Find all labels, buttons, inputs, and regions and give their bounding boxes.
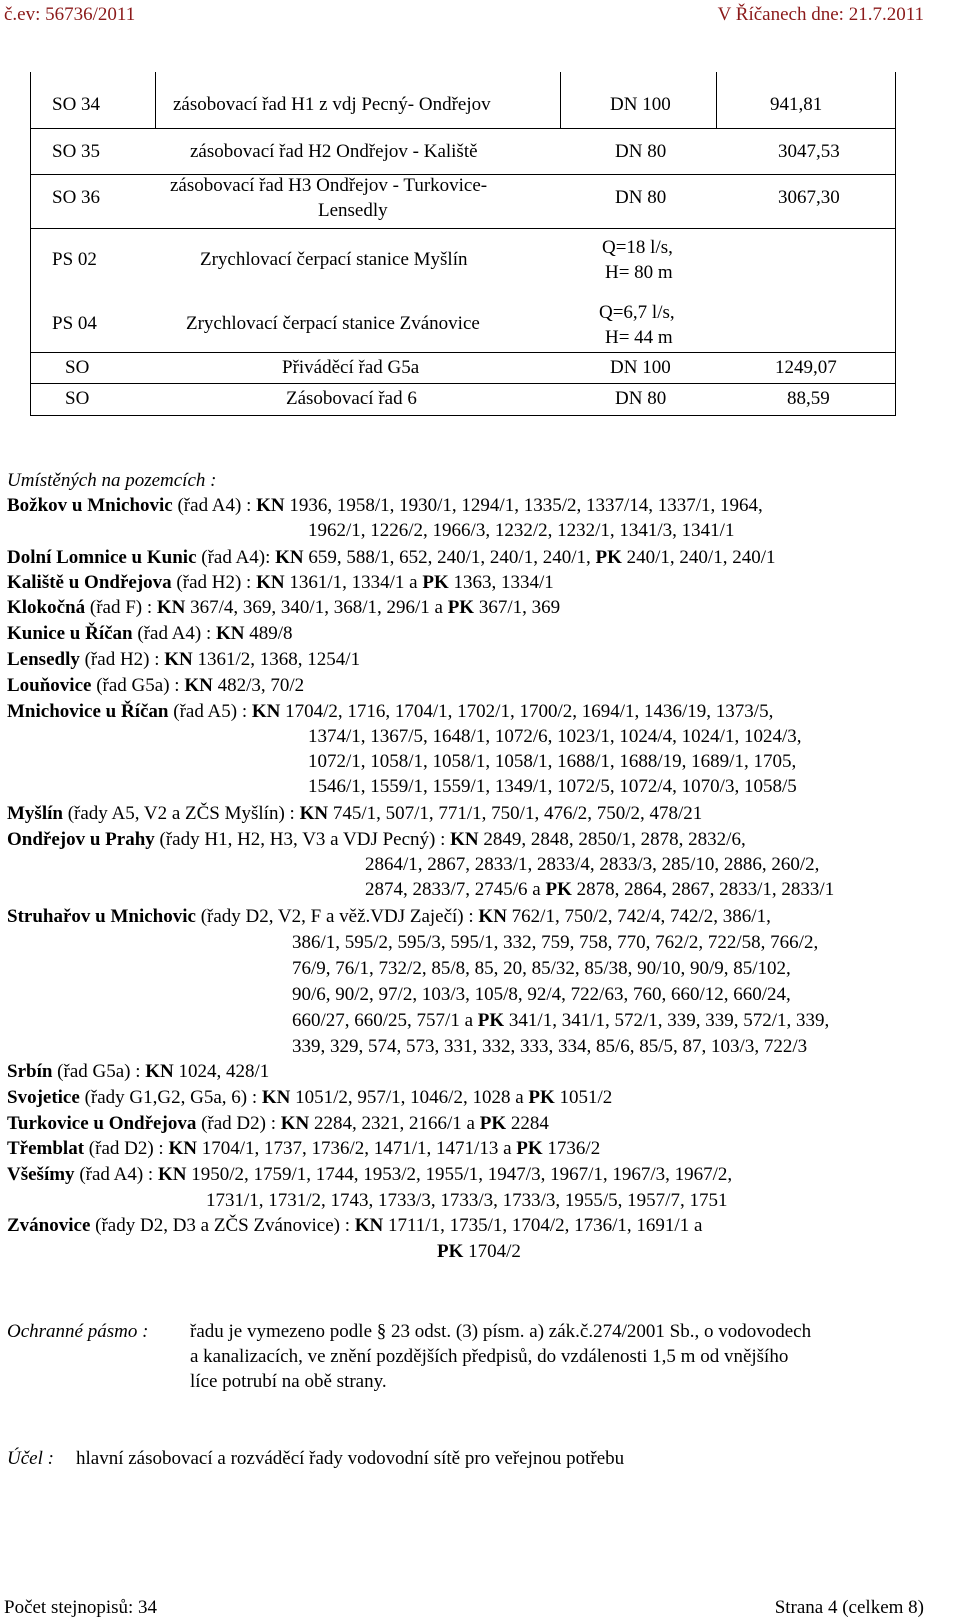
place-name: Mnichovice u Říčan: [7, 701, 169, 722]
table-row-name: Zrychlovací čerpací stanice Myšlín: [200, 249, 468, 270]
parcel-entry-ondrejov: Ondřejov u Prahy (řady H1, H2, H3, V3 a VDJ Pecný) : KN 2849, 2848, 2850/1, 2878, 2832/6,: [7, 829, 746, 850]
protection-zone-label: Ochranné pásmo :: [7, 1321, 149, 1342]
place-name: Myšlín: [7, 803, 63, 824]
copies-count: Počet stejnopisů: 34: [4, 1597, 158, 1618]
page-number: Strana 4 (celkem 8): [774, 1597, 924, 1618]
table-row-code: SO 34: [52, 94, 101, 115]
parcel-continuation: 1962/1, 1226/2, 1966/3, 1232/2, 1232/1, 1341/3, 1341/1: [308, 520, 735, 541]
parcel-continuation: 90/6, 90/2, 97/2, 103/3, 105/8, 92/4, 722/63, 760, 660/12, 660/24,: [292, 984, 791, 1005]
parcel-entry-klokocna: Klokočná (řad F) : KN 367/4, 369, 340/1, 368/1, 296/1 a PK 367/1, 369: [7, 597, 561, 618]
place-name: Srbín: [7, 1061, 53, 1082]
parcel-continuation: 2864/1, 2867, 2833/1, 2833/4, 2833/3, 285/10, 2886, 260/2,: [365, 854, 820, 875]
place-name: Klokočná: [7, 597, 86, 618]
parcel-continuation: 339, 329, 574, 573, 331, 332, 333, 334, 85/6, 85/5, 87, 103/3, 722/3: [292, 1036, 808, 1057]
parcel-continuation: 1731/1, 1731/2, 1743, 1733/3, 1733/3, 1733/3, 1955/5, 1957/7, 1751: [206, 1190, 728, 1211]
parcel-entry-lounovice: Louňovice (řad G5a) : KN 482/3, 70/2: [7, 675, 305, 696]
place-name: Všešímy: [7, 1164, 75, 1185]
parcel-continuation: 2874, 2833/7, 2745/6 a PK 2878, 2864, 2867, 2833/1, 2833/1: [365, 879, 835, 900]
place-name: Lensedly: [7, 649, 80, 670]
parcel-continuation: 1374/1, 1367/5, 1648/1, 1072/6, 1023/1, 1024/4, 1024/1, 1024/3,: [308, 726, 802, 747]
parcel-continuation: 76/9, 76/1, 732/2, 85/8, 85, 20, 85/32, 85/38, 90/10, 90/9, 85/102,: [292, 958, 791, 979]
purpose-label: Účel :: [7, 1448, 54, 1469]
parcel-entry-kunice: Kunice u Říčan (řad A4) : KN 489/8: [7, 623, 293, 644]
document-number: č.ev: 56736/2011: [4, 4, 136, 25]
table-row-flow: Q=6,7 l/s,: [599, 302, 675, 323]
parcel-continuation: 1072/1, 1058/1, 1058/1, 1058/1, 1688/1, 1688/19, 1689/1, 1705,: [308, 751, 797, 772]
place-name: Zvánovice: [7, 1215, 91, 1236]
parcel-entry-myslin: Myšlín (řady A5, V2 a ZČS Myšlín) : KN 745/1, 507/1, 771/1, 750/1, 476/2, 750/2, 478/21: [7, 803, 703, 824]
table-row-head: H= 80 m: [605, 262, 673, 283]
place-name: Kunice u Říčan: [7, 623, 133, 644]
table-row-length: 3047,53: [778, 141, 840, 162]
parcel-entry-vsesimy: Všešímy (řad A4) : KN 1950/2, 1759/1, 1744, 1953/2, 1955/1, 1947/3, 1967/1, 1967/3, 1967/2,: [7, 1164, 733, 1185]
table-row-code: PS 02: [52, 249, 97, 270]
parcels-heading: Umístěných na pozemcích :: [7, 470, 217, 491]
parcel-entry-mnichovice: Mnichovice u Říčan (řad A5) : KN 1704/2, 1716, 1704/1, 1702/1, 1700/2, 1694/1, 1436/19, 1373/5,: [7, 701, 774, 722]
parcel-entry-dolni-lomnice: Dolní Lomnice u Kunic (řad A4): KN 659, 588/1, 652, 240/1, 240/1, 240/1, PK 240/1, 240/1, 240/1: [7, 547, 776, 568]
parcel-continuation: 1546/1, 1559/1, 1559/1, 1349/1, 1072/5, 1072/4, 1070/3, 1058/5: [308, 776, 797, 797]
place-name: Třemblat: [7, 1138, 85, 1159]
table-row-name: zásobovací řad H1 z vdj Pecný- Ondřejov: [173, 94, 491, 115]
parcel-entry-kaliste: Kaliště u Ondřejova (řad H2) : KN 1361/1, 1334/1 a PK 1363, 1334/1: [7, 572, 554, 593]
table-row-dimension: DN 100: [610, 357, 671, 378]
table-row-flow: Q=18 l/s,: [602, 237, 673, 258]
table-row-code: SO 36: [52, 187, 101, 208]
table-row-head: H= 44 m: [605, 327, 673, 348]
protection-zone-text: líce potrubí na obě strany.: [190, 1371, 387, 1392]
place-name: Louňovice: [7, 675, 92, 696]
place-name: Svojetice: [7, 1087, 80, 1108]
parcel-entry-lensedly: Lensedly (řad H2) : KN 1361/2, 1368, 1254/1: [7, 649, 361, 670]
parcel-continuation: 386/1, 595/2, 595/3, 595/1, 332, 759, 758, 770, 762/2, 722/58, 766/2,: [292, 932, 819, 953]
place-name: Turkovice u Ondřejova: [7, 1113, 197, 1134]
table-row-code: SO: [65, 388, 90, 409]
place-name: Struhařov u Mnichovic: [7, 906, 196, 927]
table-row-name-line1: zásobovací řad H3 Ondřejov - Turkovice-: [170, 175, 488, 196]
table-row-name: Zrychlovací čerpací stanice Zvánovice: [186, 313, 480, 334]
table-row-dimension: DN 80: [615, 388, 667, 409]
protection-zone-text: a kanalizacích, ve znění pozdějších předpisů, do vzdálenosti 1,5 m od vnějšího: [190, 1346, 789, 1367]
document-place-date: V Říčanech dne: 21.7.2011: [717, 4, 924, 25]
table-row-code: PS 04: [52, 313, 97, 334]
parcel-entry-turkovice: Turkovice u Ondřejova (řad D2) : KN 2284, 2321, 2166/1 a PK 2284: [7, 1113, 549, 1134]
table-row-code: SO: [65, 357, 90, 378]
table-row-dimension: DN 80: [615, 187, 667, 208]
parcel-entry-zvanovice: Zvánovice (řady D2, D3 a ZČS Zvánovice) : KN 1711/1, 1735/1, 1704/2, 1736/1, 1691/1 a: [7, 1215, 703, 1236]
parcel-continuation: 660/27, 660/25, 757/1 a PK 341/1, 341/1, 572/1, 339, 339, 572/1, 339,: [292, 1010, 830, 1031]
table-row-length: 941,81: [770, 94, 823, 115]
parcel-entry-bozkov: Božkov u Mnichovic (řad A4) : KN 1936, 1958/1, 1930/1, 1294/1, 1335/2, 1337/14, 1337/1, 1964,: [7, 495, 763, 516]
table-row-length: 1249,07: [775, 357, 837, 378]
parcel-continuation: PK 1704/2: [437, 1241, 521, 1262]
table-row-name-line2: Lensedly: [318, 200, 388, 221]
place-name: Ondřejov u Prahy: [7, 829, 155, 850]
place-name: Kaliště u Ondřejova: [7, 572, 172, 593]
table-row-code: SO 35: [52, 141, 101, 162]
table-row-dimension: DN 100: [610, 94, 671, 115]
parcel-entry-srbin: Srbín (řad G5a) : KN 1024, 428/1: [7, 1061, 270, 1082]
place-name: Božkov u Mnichovic: [7, 495, 173, 516]
table-row-dimension: DN 80: [615, 141, 667, 162]
table-row-name: Zásobovací řad 6: [286, 388, 417, 409]
parcel-entry-tremblat: Třemblat (řad D2) : KN 1704/1, 1737, 1736/2, 1471/1, 1471/13 a PK 1736/2: [7, 1138, 601, 1159]
table-row-length: 3067,30: [778, 187, 840, 208]
protection-zone-text: řadu je vymezeno podle § 23 odst. (3) písm. a) zák.č.274/2001 Sb., o vodovodech: [190, 1321, 812, 1342]
parcel-entry-struharov: Struhařov u Mnichovic (řady D2, V2, F a věž.VDJ Zaječí) : KN 762/1, 750/2, 742/4, 742/2, 386/1,: [7, 906, 771, 927]
parcel-entry-svojetice: Svojetice (řady G1,G2, G5a, 6) : KN 1051/2, 957/1, 1046/2, 1028 a PK 1051/2: [7, 1087, 613, 1108]
table-row-length: 88,59: [787, 388, 830, 409]
table-row-name: zásobovací řad H2 Ondřejov - Kaliště: [190, 141, 478, 162]
table-row-name: Přiváděcí řad G5a: [282, 357, 420, 378]
purpose-text: hlavní zásobovací a rozváděcí řady vodovodní sítě pro veřejnou potřebu: [76, 1448, 625, 1469]
place-name: Dolní Lomnice u Kunic: [7, 547, 197, 568]
